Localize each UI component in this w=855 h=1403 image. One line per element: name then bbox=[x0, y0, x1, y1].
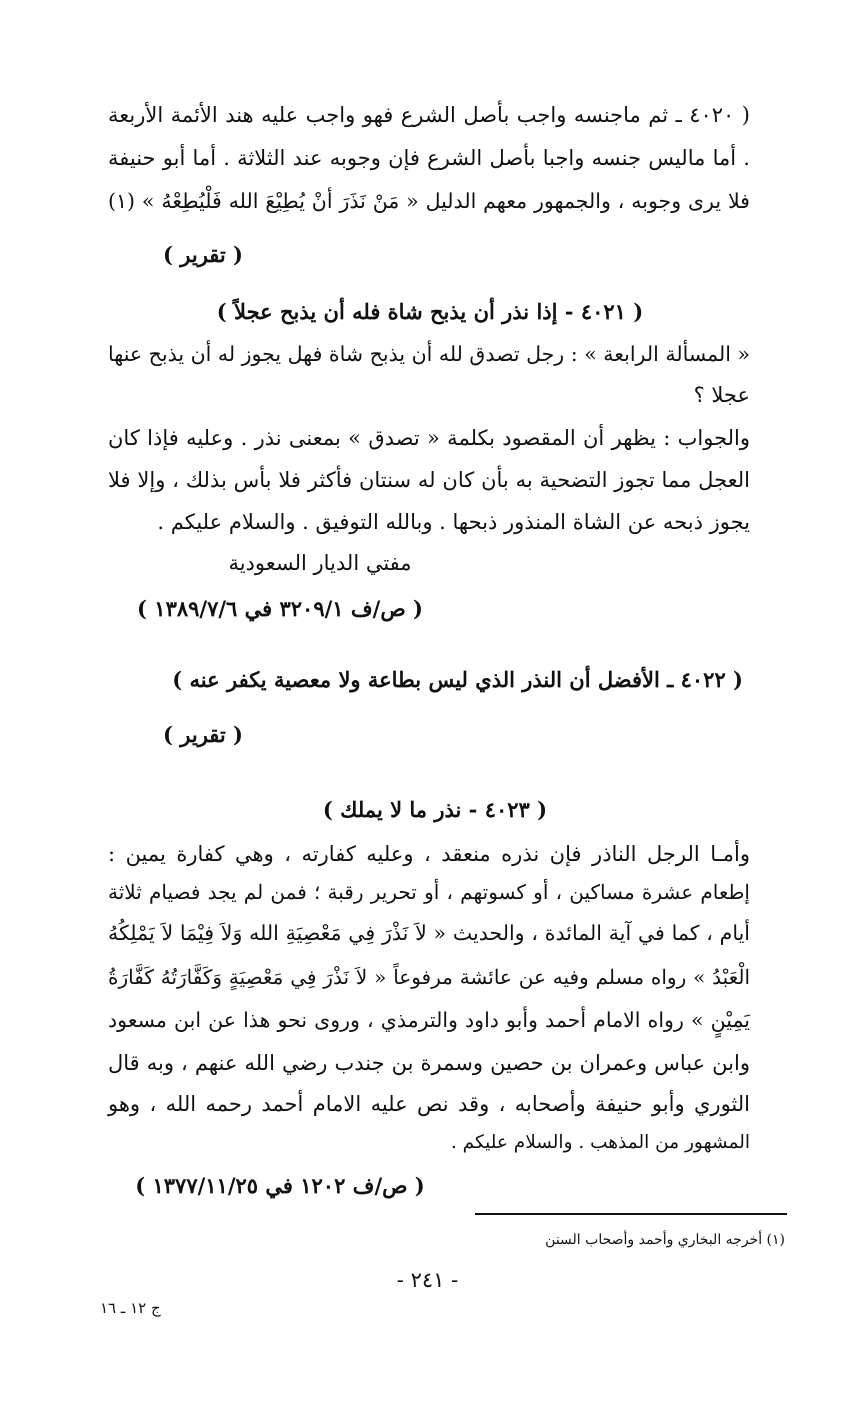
paragraph-4023-line-5: يَمِيْنٍ » رواه الامام أحمد وأبو داود والترمذي ، وروى نحو هذا عن ابن مسعود bbox=[108, 1008, 750, 1032]
answer-4021-line-1: والجواب : يظهر أن المقصود بكلمة « تصدق » بمعنى نذر . وعليه فإذا كان bbox=[108, 426, 750, 450]
paragraph-4020-line-3: فلا يرى وجوبه ، والجمهور معهم الدليل « مَنْ نَذَرَ أنْ يُطِيْعَ الله فَلْيُطِعْهُ » (١) bbox=[108, 189, 750, 213]
tag-taqrir-4020: ( تقرير ) bbox=[163, 242, 243, 267]
heading-4021: ( ٤٠٢١ - إذا نذر أن يذبح شاة فله أن يذبح عجلاً ) bbox=[216, 299, 644, 324]
paragraph-4023-line-4: الْعَبْدُ » رواه مسلم وفيه عن عائشة مرفوعاً « لاَ نَذْرَ فِي مَعْصِيَةٍ وَكَفَّارَتُهُ كَفَّارَةُ bbox=[108, 965, 750, 989]
paragraph-4020-line-1: ( ٤٠٢٠ ـ ثم ماجنسه واجب بأصل الشرع فهو واجب عليه هند الأئمة الأربعة bbox=[108, 103, 750, 127]
paragraph-4020-line-2: . أما ماليس جنسه واجبا بأصل الشرع فإن وجوبه عند الثلاثة . أما أبو حنيفة bbox=[108, 146, 750, 170]
answer-4021-line-2: العجل مما تجوز التضحية به بأن كان له سنتان فأكثر فلا بأس بذلك ، وإلا فلا bbox=[108, 468, 750, 492]
answer-4021-line-3: يجوز ذبحه عن الشاة المنذور ذبحها . وبالله التوفيق . والسلام عليكم . bbox=[157, 510, 750, 534]
footnote-divider bbox=[475, 1213, 787, 1215]
volume-marker: ج ١٢ ـ ١٦ bbox=[100, 1299, 161, 1317]
question-4021-line-1: « المسألة الرابعة » : رجل تصدق لله أن يذبح شاة فهل يجوز له أن يذبح عنها bbox=[108, 342, 750, 366]
paragraph-4023-line-7: الثوري وأبو حنيفة وأصحابه ، وقد نص عليه الامام أحمد رحمه الله ، وهو bbox=[108, 1092, 750, 1116]
paragraph-4023-line-3: أيام ، كما في آية المائدة ، والحديث « لاَ نَذْرَ فِي مَعْصِيَةِ الله وَلاَ فِيْمَا لاَ يَمْلِكُهُ bbox=[108, 921, 750, 945]
tag-taqrir-4022: ( تقرير ) bbox=[163, 722, 243, 747]
paragraph-4023-line-8: المشهور من المذهب . والسلام عليكم . bbox=[450, 1132, 750, 1153]
footnote-1: (١) أخرجه البخاري وأحمد وأصحاب السنن bbox=[545, 1232, 785, 1248]
paragraph-4023-line-1: وأمـا الرجل الناذر فإن نذره منعقد ، وعليه كفارته ، وهي كفارة يمين : bbox=[108, 842, 750, 866]
signature-mufti: مفتي الديار السعودية bbox=[228, 551, 412, 575]
heading-4022: ( ٤٠٢٢ ـ الأفضل أن النذر الذي ليس بطاعة ولا معصية يكفر عنه ) bbox=[172, 667, 743, 692]
question-4021-line-2: عجلا ؟ bbox=[693, 383, 750, 407]
paragraph-4023-line-6: وابن عباس وعمران بن حصين وسمرة بن جندب رضي الله عنهم ، وبه قال bbox=[108, 1051, 750, 1075]
reference-4021: ( ص/ف ٣٢٠٩/١ في ١٣٨٩/٧/٦ ) bbox=[137, 596, 423, 621]
page-number: - ٢٤١ - bbox=[396, 1268, 459, 1292]
reference-4023: ( ص/ف ١٢٠٢ في ١٣٧٧/١١/٢٥ ) bbox=[135, 1173, 425, 1198]
paragraph-4023-line-2: إطعام عشرة مساكين ، أو كسوتهم ، أو تحرير رقبة ؛ فمن لم يجد فصيام ثلاثة bbox=[108, 880, 750, 904]
heading-4023: ( ٤٠٢٣ - نذر ما لا يملك ) bbox=[322, 797, 548, 822]
